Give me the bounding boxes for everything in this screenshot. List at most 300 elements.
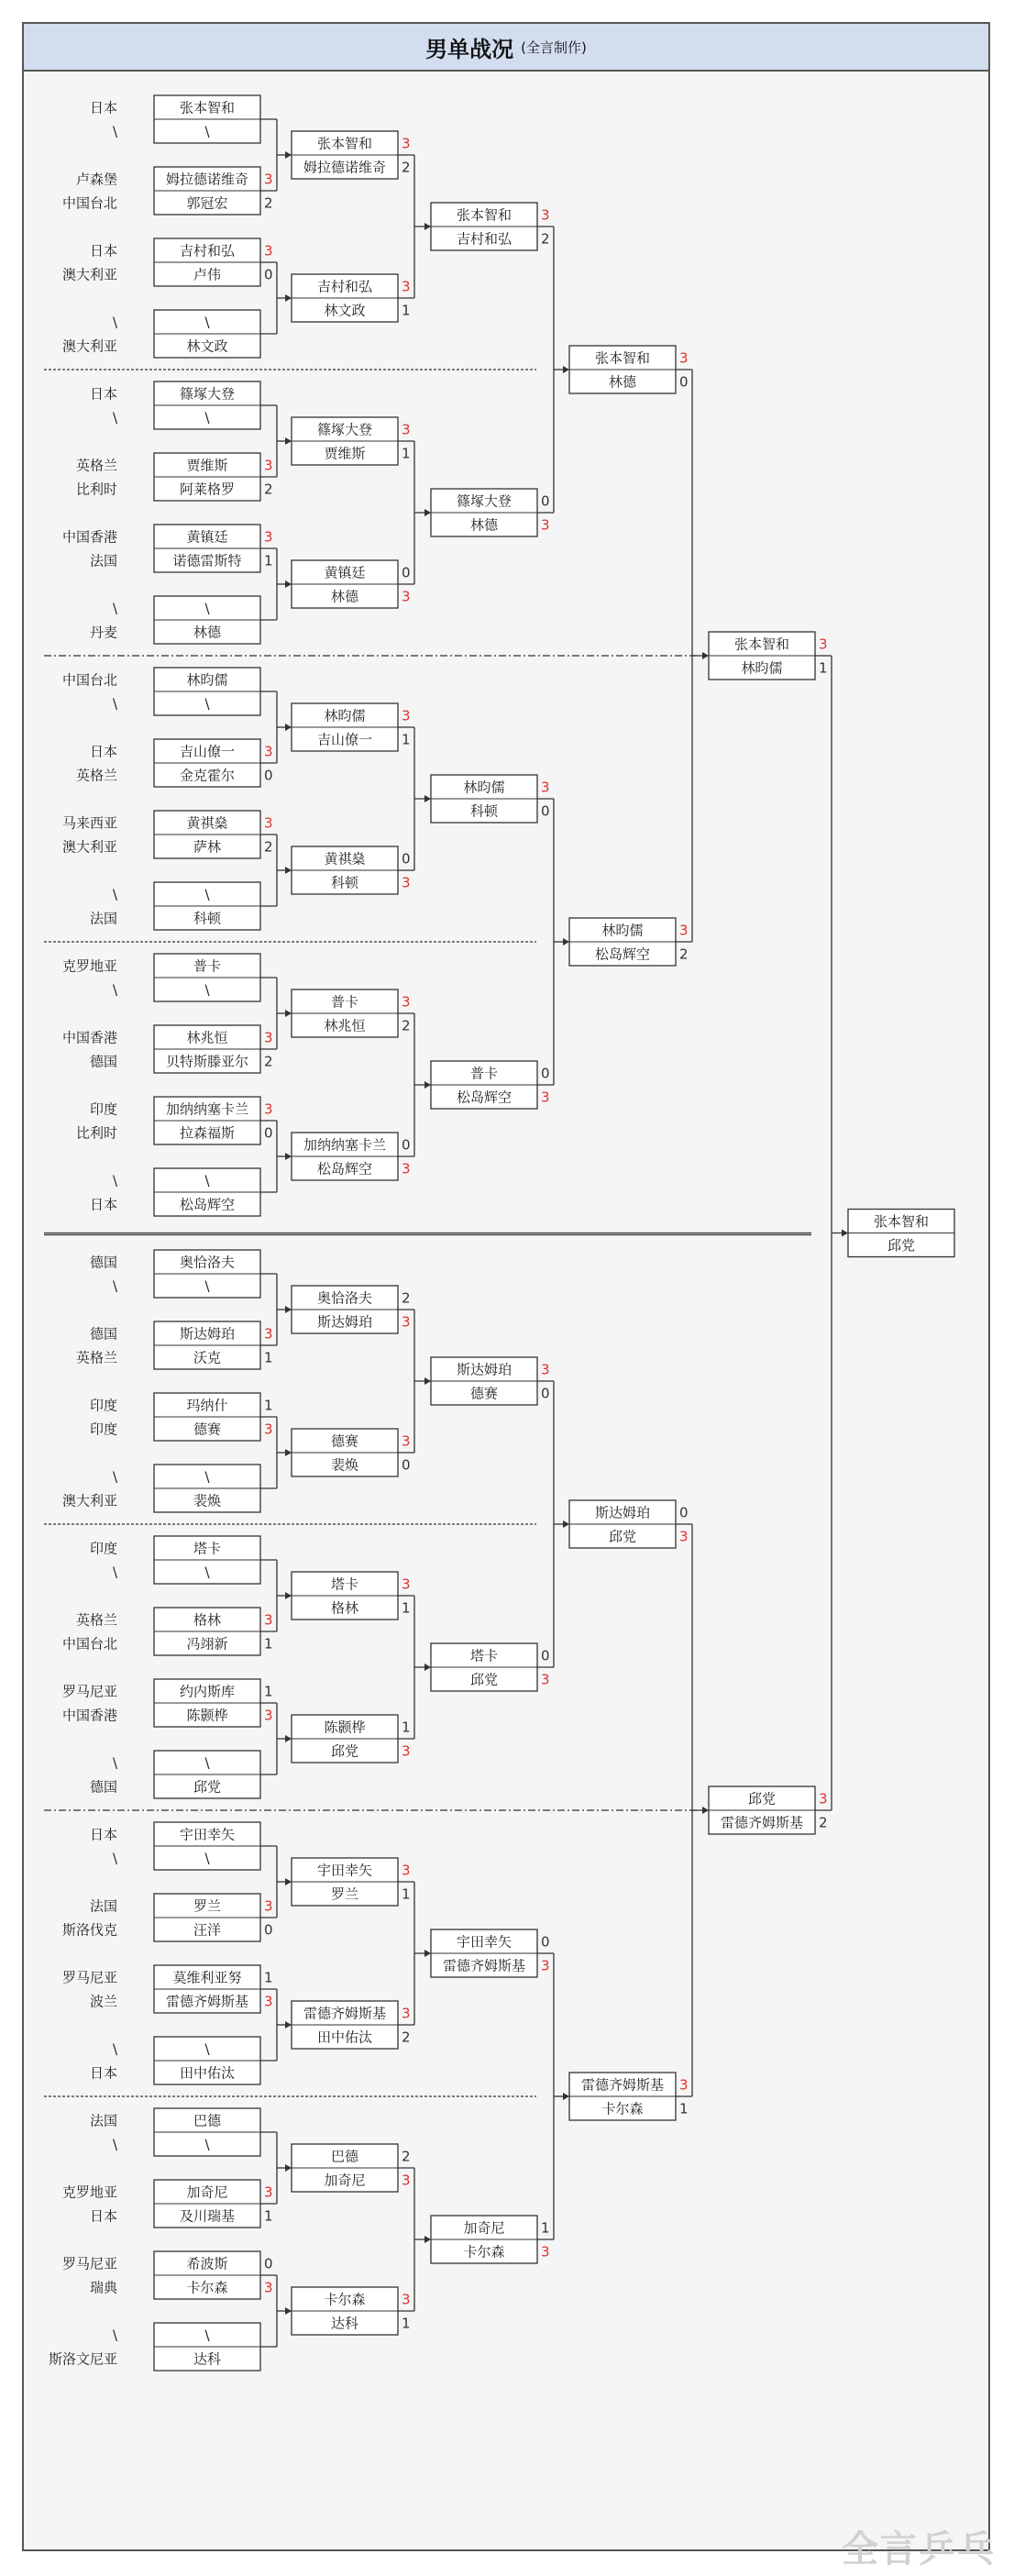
player-name: 陈颢桦 bbox=[324, 1719, 366, 1736]
country-label: 日本 bbox=[89, 2207, 117, 2225]
match-score: 3 bbox=[264, 2184, 273, 2201]
player-name: \ bbox=[204, 981, 210, 999]
player-name: 卡尔森 bbox=[601, 2100, 644, 2117]
bracket-arrow bbox=[285, 1735, 292, 1742]
player-name: \ bbox=[204, 1564, 210, 1581]
round1-match bbox=[49, 2323, 260, 2371]
player-name: 林昀儒 bbox=[741, 659, 783, 677]
country-label: 日本 bbox=[89, 1196, 117, 1213]
round1-match bbox=[90, 1393, 273, 1441]
round5-match bbox=[709, 632, 828, 680]
bracket-arrow bbox=[285, 1449, 292, 1456]
player-name: 贝特斯滕亚尔 bbox=[165, 1053, 249, 1070]
match-score: 3 bbox=[679, 1528, 689, 1545]
round1-match bbox=[62, 310, 260, 358]
country-label: 法国 bbox=[89, 910, 117, 927]
player-name: \ bbox=[204, 2136, 210, 2153]
bracket-arrow bbox=[702, 1807, 709, 1814]
player-name: 陈颢桦 bbox=[186, 1707, 228, 1724]
match-score: 2 bbox=[264, 838, 273, 856]
match-score: 1 bbox=[402, 731, 411, 748]
bracket-arrow bbox=[285, 2307, 292, 2315]
round4-match bbox=[569, 346, 689, 393]
player-name: 张本智和 bbox=[179, 99, 236, 116]
match-score: 3 bbox=[402, 993, 411, 1011]
player-name: 加奇尼 bbox=[186, 2184, 228, 2201]
round2-match bbox=[292, 2001, 411, 2049]
bracket-arrow bbox=[285, 294, 292, 302]
country-label: 中国台北 bbox=[61, 671, 117, 689]
player-name: 罗兰 bbox=[193, 1897, 222, 1915]
match-score: 1 bbox=[402, 302, 411, 319]
round2-match bbox=[292, 1715, 411, 1763]
match-score: 3 bbox=[819, 636, 828, 653]
country-label: 比利时 bbox=[75, 1124, 117, 1142]
round1-match bbox=[62, 1965, 273, 2013]
bracket-arrow bbox=[285, 2164, 292, 2172]
country-label: 斯洛伐克 bbox=[61, 1921, 117, 1939]
country-label: 比利时 bbox=[75, 481, 117, 498]
player-name: 姆拉德诺维奇 bbox=[165, 171, 249, 188]
round1-match bbox=[62, 954, 260, 1001]
country-label: \ bbox=[112, 695, 117, 713]
country-label: 马来西亚 bbox=[61, 814, 117, 832]
match-score: 3 bbox=[264, 743, 273, 760]
match-score: 2 bbox=[402, 159, 411, 176]
round1-match bbox=[90, 2037, 260, 2084]
player-name: 郭冠宏 bbox=[186, 194, 228, 212]
country-label: 中国香港 bbox=[61, 1029, 117, 1046]
player-name: 斯达姆珀 bbox=[316, 1313, 373, 1331]
round4-match bbox=[569, 1500, 689, 1548]
round2-match bbox=[292, 1133, 411, 1180]
country-label: \ bbox=[112, 1564, 117, 1581]
round1-match bbox=[90, 1536, 260, 1584]
page-subtitle: (全言制作) bbox=[521, 39, 587, 56]
match-score: 0 bbox=[402, 1136, 411, 1154]
round2-match bbox=[292, 703, 411, 751]
player-name: 科顿 bbox=[330, 874, 359, 891]
country-label: 澳大利亚 bbox=[61, 1492, 117, 1509]
match-score: 3 bbox=[402, 2172, 411, 2189]
country-label: 澳大利亚 bbox=[61, 337, 117, 355]
bracket-arrow bbox=[424, 2236, 431, 2243]
player-name: 约内斯库 bbox=[179, 1683, 236, 1700]
country-label: \ bbox=[112, 2136, 117, 2153]
match-score: 2 bbox=[264, 1053, 273, 1070]
country-label: \ bbox=[112, 123, 117, 140]
player-name: 宇田幸矢 bbox=[316, 1862, 373, 1879]
match-score: 1 bbox=[819, 659, 828, 677]
match-score: 3 bbox=[402, 1160, 411, 1177]
match-score: 1 bbox=[264, 1397, 273, 1414]
player-name: 篠塚大登 bbox=[179, 385, 236, 403]
player-name: 加纳纳塞卡兰 bbox=[303, 1136, 387, 1154]
country-label: 日本 bbox=[89, 242, 117, 260]
country-label: 法国 bbox=[89, 1897, 117, 1915]
match-score: 2 bbox=[264, 481, 273, 498]
player-name: 松岛辉空 bbox=[316, 1160, 373, 1177]
player-name: 林德 bbox=[608, 373, 637, 391]
match-score: 3 bbox=[541, 1671, 550, 1688]
match-score: 3 bbox=[541, 779, 550, 796]
player-name: 雷德齐姆斯基 bbox=[165, 1993, 249, 2010]
player-name: 科顿 bbox=[193, 910, 222, 927]
country-label: 英格兰 bbox=[75, 457, 117, 474]
country-label: \ bbox=[112, 1850, 117, 1867]
country-label: \ bbox=[112, 409, 117, 426]
country-label: 英格兰 bbox=[75, 1611, 117, 1629]
round1-match bbox=[62, 1465, 260, 1512]
match-score: 0 bbox=[402, 564, 411, 581]
player-name: 张本智和 bbox=[316, 135, 373, 152]
player-name: 德赛 bbox=[193, 1421, 222, 1438]
player-name: 斯达姆珀 bbox=[179, 1325, 236, 1343]
player-name: 奥恰洛夫 bbox=[316, 1289, 373, 1307]
player-name: 罗兰 bbox=[330, 1885, 359, 1903]
player-name: \ bbox=[204, 695, 210, 713]
player-name: 张本智和 bbox=[456, 206, 513, 224]
player-name: 林德 bbox=[469, 516, 499, 534]
player-name: 松岛辉空 bbox=[594, 945, 651, 963]
match-score: 3 bbox=[264, 1325, 273, 1343]
player-name: 吉村和弘 bbox=[316, 278, 373, 295]
player-name: 达科 bbox=[330, 2315, 359, 2332]
country-label: 瑞典 bbox=[89, 2279, 117, 2296]
round1-match bbox=[90, 596, 260, 644]
player-name: 林昀儒 bbox=[601, 922, 644, 939]
match-score: 3 bbox=[541, 1957, 550, 1974]
country-label: 罗马尼亚 bbox=[61, 1969, 117, 1986]
round1-match bbox=[76, 1321, 273, 1369]
match-score: 0 bbox=[541, 802, 550, 820]
match-score: 0 bbox=[264, 266, 273, 283]
player-name: 卡尔森 bbox=[186, 2279, 228, 2296]
match-score: 3 bbox=[264, 2279, 273, 2296]
bracket-arrow bbox=[285, 2021, 292, 2029]
match-score: 3 bbox=[264, 1421, 273, 1438]
country-label: 中国台北 bbox=[61, 194, 117, 212]
round3-match bbox=[431, 489, 550, 536]
player-name: 林文政 bbox=[324, 302, 366, 319]
round1-match bbox=[62, 238, 273, 286]
country-label: 丹麦 bbox=[89, 624, 117, 641]
match-score: 0 bbox=[402, 850, 411, 868]
player-name: 拉森福斯 bbox=[179, 1124, 236, 1142]
match-score: 3 bbox=[264, 1707, 273, 1724]
match-score: 3 bbox=[264, 1897, 273, 1915]
bracket-arrow bbox=[424, 509, 431, 516]
round1-match bbox=[62, 1894, 273, 1941]
round1-match bbox=[90, 381, 260, 429]
player-name: 雷德齐姆斯基 bbox=[720, 1814, 804, 1831]
match-score: 3 bbox=[819, 1790, 828, 1808]
match-score: 3 bbox=[402, 874, 411, 891]
player-name: 德赛 bbox=[330, 1432, 359, 1450]
player-name: \ bbox=[204, 1468, 210, 1486]
round1-match bbox=[76, 739, 273, 787]
round3-match bbox=[431, 2216, 550, 2263]
round3-match bbox=[431, 775, 550, 823]
country-label: 日本 bbox=[89, 1826, 117, 1843]
player-name: 张本智和 bbox=[594, 349, 651, 367]
match-score: 2 bbox=[402, 2029, 411, 2046]
match-score: 1 bbox=[679, 2100, 689, 2117]
bracket-arrow bbox=[563, 366, 569, 373]
bracket-arrow bbox=[563, 938, 569, 945]
round1-match bbox=[90, 1250, 260, 1298]
player-name: 科顿 bbox=[469, 802, 499, 820]
match-score: 2 bbox=[541, 230, 550, 248]
player-name: 普卡 bbox=[330, 993, 359, 1011]
player-name: 田中佑汰 bbox=[179, 2064, 236, 2082]
final-match bbox=[848, 1210, 954, 1257]
match-score: 0 bbox=[541, 1933, 550, 1951]
round3-match bbox=[431, 1929, 550, 1977]
player-name: 林德 bbox=[193, 624, 222, 641]
round1-match bbox=[62, 811, 273, 858]
round2-match bbox=[292, 846, 411, 894]
player-name: \ bbox=[204, 1277, 210, 1295]
bracket-arrow bbox=[563, 2093, 569, 2100]
round4-match bbox=[569, 2073, 689, 2120]
round1-match bbox=[90, 1168, 260, 1216]
bracket-arrow bbox=[285, 1153, 292, 1160]
player-name: 黄祺燊 bbox=[186, 814, 228, 832]
match-score: 0 bbox=[264, 767, 273, 784]
round3-match bbox=[431, 1357, 550, 1405]
player-name: 宇田幸矢 bbox=[456, 1933, 513, 1951]
country-label: \ bbox=[112, 600, 117, 617]
match-score: 0 bbox=[541, 1385, 550, 1402]
match-score: 3 bbox=[541, 1361, 550, 1378]
round1-match bbox=[90, 1751, 260, 1798]
match-score: 0 bbox=[679, 373, 689, 391]
player-name: 吉山僚一 bbox=[179, 743, 236, 760]
player-name: 邱党 bbox=[608, 1528, 637, 1545]
round2-match bbox=[292, 417, 411, 465]
player-name: \ bbox=[204, 1850, 210, 1867]
country-label: \ bbox=[112, 1468, 117, 1486]
match-score: 2 bbox=[264, 194, 273, 212]
round1-match bbox=[62, 1679, 273, 1727]
match-score: 0 bbox=[264, 1124, 273, 1142]
bracket-arrow bbox=[702, 652, 709, 659]
bracket-arrow bbox=[424, 223, 431, 230]
bracket-arrow bbox=[285, 580, 292, 588]
round1-match bbox=[62, 1608, 273, 1655]
player-name: 林昀儒 bbox=[186, 671, 228, 689]
player-name: 邱党 bbox=[469, 1671, 499, 1688]
match-score: 3 bbox=[541, 206, 550, 224]
player-name: 篠塚大登 bbox=[316, 421, 373, 438]
player-name: 达科 bbox=[193, 2350, 222, 2368]
player-name: 林兆恒 bbox=[324, 1017, 366, 1034]
country-label: 日本 bbox=[89, 743, 117, 760]
match-score: 3 bbox=[541, 1089, 550, 1106]
watermark-text: 全言乒乓 bbox=[842, 2528, 996, 2570]
country-label: 澳大利亚 bbox=[61, 838, 117, 856]
round1-match bbox=[76, 1097, 273, 1144]
country-label: 中国香港 bbox=[61, 528, 117, 546]
match-score: 1 bbox=[264, 1969, 273, 1986]
player-name: 加奇尼 bbox=[324, 2172, 366, 2189]
player-name: \ bbox=[204, 886, 210, 903]
match-score: 3 bbox=[402, 588, 411, 605]
bracket-arrow bbox=[424, 1081, 431, 1089]
player-name: 玛纳什 bbox=[186, 1397, 228, 1414]
match-score: 3 bbox=[264, 528, 273, 546]
match-score: 3 bbox=[679, 2076, 689, 2094]
round1-match bbox=[62, 2180, 273, 2228]
player-name: \ bbox=[204, 2040, 210, 2058]
player-name: 卢伟 bbox=[193, 266, 222, 283]
player-name: 贾维斯 bbox=[186, 457, 228, 474]
round3-match bbox=[431, 1643, 550, 1691]
country-label: 法国 bbox=[89, 552, 117, 569]
round2-match bbox=[292, 1858, 411, 1906]
country-label: 中国台北 bbox=[61, 1635, 117, 1653]
match-score: 3 bbox=[402, 1862, 411, 1879]
player-name: 松岛辉空 bbox=[456, 1089, 513, 1106]
match-score: 1 bbox=[402, 2315, 411, 2332]
round2-match bbox=[292, 560, 411, 608]
player-name: 诺德雷斯特 bbox=[172, 552, 242, 569]
player-name: 吉村和弘 bbox=[179, 242, 236, 260]
match-score: 3 bbox=[402, 2291, 411, 2308]
match-score: 3 bbox=[402, 421, 411, 438]
match-score: 3 bbox=[264, 1029, 273, 1046]
country-label: 斯洛文尼亚 bbox=[48, 2350, 117, 2368]
player-name: 卡尔森 bbox=[324, 2291, 366, 2308]
player-name: 雷德齐姆斯基 bbox=[442, 1957, 526, 1974]
player-name: 巴德 bbox=[193, 2112, 222, 2129]
match-score: 0 bbox=[541, 492, 550, 510]
country-label: \ bbox=[112, 981, 117, 999]
match-score: 3 bbox=[402, 1575, 411, 1593]
round1-match bbox=[62, 167, 273, 215]
player-name: 斯达姆珀 bbox=[594, 1504, 651, 1521]
round2-match bbox=[292, 989, 411, 1037]
country-label: 日本 bbox=[89, 99, 117, 116]
round2-match bbox=[292, 2287, 411, 2335]
match-score: 3 bbox=[402, 278, 411, 295]
match-score: 1 bbox=[541, 2219, 550, 2237]
country-label: \ bbox=[112, 2040, 117, 2058]
country-label: \ bbox=[112, 1277, 117, 1295]
match-score: 1 bbox=[402, 1599, 411, 1617]
round2-match bbox=[292, 1572, 411, 1620]
country-label: \ bbox=[112, 1172, 117, 1189]
player-name: \ bbox=[204, 2327, 210, 2344]
country-label: 克罗地亚 bbox=[61, 2184, 117, 2201]
bracket-arrow bbox=[285, 151, 292, 159]
round2-match bbox=[292, 131, 411, 179]
bracket-arrow bbox=[285, 1592, 292, 1599]
country-label: 波兰 bbox=[89, 1993, 117, 2010]
round1-match bbox=[62, 2251, 273, 2299]
bracket-arrow bbox=[563, 1520, 569, 1528]
match-score: 1 bbox=[264, 552, 273, 569]
player-name: 金克霍尔 bbox=[179, 767, 236, 784]
player-name: 加纳纳塞卡兰 bbox=[165, 1100, 249, 1118]
country-label: 澳大利亚 bbox=[61, 266, 117, 283]
player-name: 邱党 bbox=[193, 1778, 222, 1796]
match-score: 3 bbox=[264, 1993, 273, 2010]
round1-match bbox=[90, 1822, 260, 1870]
bracket-arrow bbox=[285, 867, 292, 874]
player-name: 冯翊新 bbox=[186, 1635, 228, 1653]
country-label: 中国香港 bbox=[61, 1707, 117, 1724]
player-name: 张本智和 bbox=[873, 1213, 930, 1230]
player-name: 普卡 bbox=[193, 957, 222, 975]
country-label: 印度 bbox=[89, 1397, 117, 1414]
player-name: 格林 bbox=[193, 1611, 222, 1629]
player-name: 加奇尼 bbox=[463, 2219, 505, 2237]
match-score: 1 bbox=[264, 1635, 273, 1653]
player-name: 塔卡 bbox=[469, 1647, 499, 1664]
country-label: 卢森堡 bbox=[75, 171, 117, 188]
bracket-arrow bbox=[285, 1878, 292, 1885]
match-score: 2 bbox=[402, 1289, 411, 1307]
match-score: 3 bbox=[264, 1611, 273, 1629]
round1-match bbox=[62, 525, 273, 572]
match-score: 3 bbox=[679, 349, 689, 367]
player-name: 格林 bbox=[330, 1599, 359, 1617]
match-score: 1 bbox=[402, 1885, 411, 1903]
match-score: 1 bbox=[264, 2207, 273, 2225]
match-score: 2 bbox=[679, 945, 689, 963]
player-name: 林兆恒 bbox=[186, 1029, 228, 1046]
player-name: 雷德齐姆斯基 bbox=[303, 2005, 387, 2022]
match-score: 2 bbox=[819, 1814, 828, 1831]
player-name: 松岛辉空 bbox=[179, 1196, 236, 1213]
country-label: 印度 bbox=[89, 1100, 117, 1118]
player-name: 塔卡 bbox=[193, 1540, 222, 1557]
country-label: 德国 bbox=[89, 1053, 117, 1070]
player-name: 斯达姆珀 bbox=[456, 1361, 513, 1378]
player-name: 邱党 bbox=[747, 1790, 777, 1808]
bracket-arrow bbox=[285, 724, 292, 731]
player-name: 黄镇廷 bbox=[186, 528, 228, 546]
match-score: 3 bbox=[402, 707, 411, 724]
player-name: 奥恰洛夫 bbox=[179, 1254, 236, 1271]
country-label: \ bbox=[112, 886, 117, 903]
round1-match bbox=[62, 668, 260, 715]
player-name: 吉山僚一 bbox=[316, 731, 373, 748]
country-label: 日本 bbox=[89, 385, 117, 403]
bracket-arrow bbox=[424, 1950, 431, 1957]
player-name: 林文政 bbox=[186, 337, 228, 355]
match-score: 0 bbox=[264, 1921, 273, 1939]
player-name: 贾维斯 bbox=[324, 445, 366, 462]
player-name: 黄祺燊 bbox=[324, 850, 366, 868]
country-label: \ bbox=[112, 1754, 117, 1772]
match-score: 3 bbox=[402, 1432, 411, 1450]
player-name: 裴焕 bbox=[193, 1492, 222, 1509]
match-score: 3 bbox=[402, 135, 411, 152]
bracket-arrow bbox=[285, 1010, 292, 1017]
country-label: 印度 bbox=[89, 1540, 117, 1557]
player-name: 田中佑汰 bbox=[316, 2029, 373, 2046]
round3-match bbox=[431, 203, 550, 250]
bracket-arrow bbox=[842, 1230, 848, 1237]
match-score: 3 bbox=[264, 242, 273, 260]
match-score: 0 bbox=[402, 1456, 411, 1474]
match-score: 3 bbox=[679, 922, 689, 939]
round5-match bbox=[709, 1786, 828, 1834]
player-name: 张本智和 bbox=[733, 636, 790, 653]
